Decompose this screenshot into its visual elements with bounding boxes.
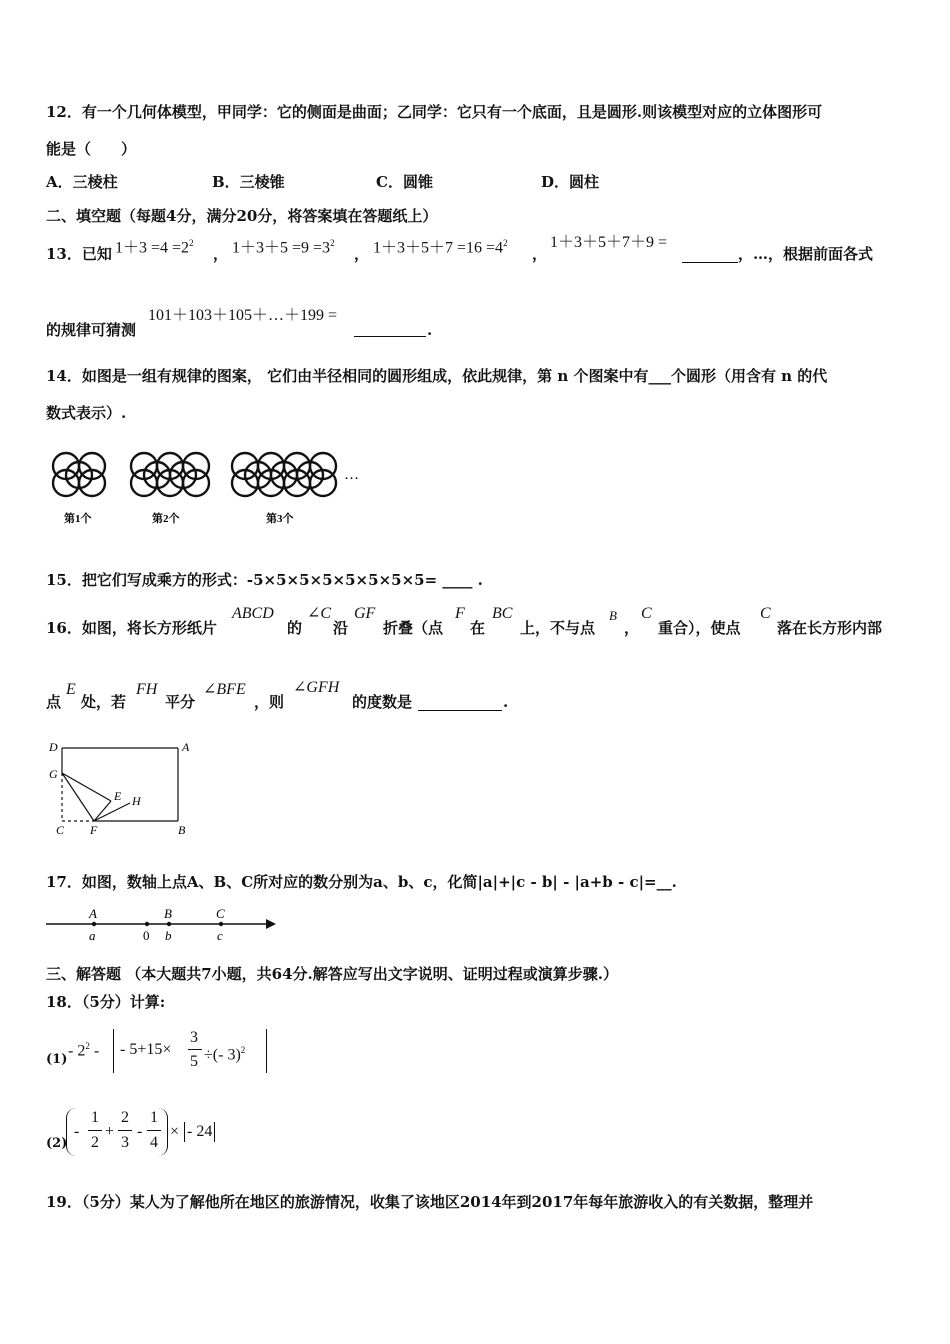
q18-part1-label: (1) <box>46 1052 68 1067</box>
q18-part2-times: × <box>170 1123 180 1140</box>
q12-option-d: D．圆柱 <box>541 173 600 191</box>
q18-part2-frac2-bar <box>118 1130 132 1131</box>
q13-answer-blank-1[interactable] <box>682 262 738 263</box>
point-c <box>219 922 223 926</box>
q18-part2-frac3-den: 4 <box>150 1134 158 1151</box>
q13-sum-expression: 101＋103＋105＋…＋199 = <box>148 307 338 324</box>
q18-part1-frac-bar <box>188 1049 202 1050</box>
q16-yan: 沿 <box>333 619 349 637</box>
q13-period: . <box>427 321 433 339</box>
q16-chonghe: 重合），使点 <box>658 619 741 637</box>
q18-part2-frac2-den: 3 <box>121 1134 129 1151</box>
q14-line2: 数式表示）. <box>46 404 127 422</box>
q18-part2-label: (2) <box>46 1136 68 1151</box>
label-b: b <box>165 928 172 943</box>
q13-eq2: $1+3+5 =9 =3^2$ <box>232 238 335 257</box>
q12-option-a: A．三棱柱 <box>46 173 118 191</box>
q16-ze: ，则 <box>254 693 285 711</box>
q16-num: 16．如图，将长方形纸片 <box>46 619 217 637</box>
label-d: D <box>49 740 58 754</box>
q16-dushu: 的度数是 <box>352 693 413 711</box>
q18-title: 18．（5分）计算: <box>46 993 166 1011</box>
q18-part2-abs: - 24 <box>184 1122 215 1142</box>
q18-part2-minus2: - <box>137 1123 143 1140</box>
q16-angle-gfh: ∠GFH <box>293 679 340 696</box>
q19-text: 19．（5分）某人为了解他所在地区的旅游情况，收集了该地区2014年到2017年每年旅游收入的有关数据，整理并 <box>46 1193 814 1211</box>
q18-part1-frac-num: 3 <box>190 1029 198 1046</box>
q18-part1-tail: ÷(- 3)$^2$ <box>204 1045 246 1064</box>
q16-gf: GF <box>354 605 376 622</box>
q12-option-b: B．三棱锥 <box>212 173 285 191</box>
q12-line2: 能是（ ） <box>46 140 137 158</box>
point-zero <box>145 922 149 926</box>
label-b: B <box>178 823 186 837</box>
section2-heading: 二、填空题（每题4分，满分20分，将答案填在答题纸上） <box>46 207 438 225</box>
q13-sep2: ， <box>354 245 370 263</box>
q16-rectangle-fold-figure <box>44 736 204 840</box>
q13-sep1: ， <box>213 245 229 263</box>
section3-heading: 三、解答题 （本大题共7小题，共64分.解答应写出文字说明、证明过程或演算步骤.） <box>46 965 618 983</box>
label-A: A <box>89 906 97 921</box>
q17-text: 17．如图，数轴上点A、B、C所对应的数分别为a、b、c，化简|a|+|c - b| - |a+b - c|=__. <box>46 873 677 891</box>
q12-option-c: C．圆锥 <box>376 173 433 191</box>
q16-c: C <box>641 605 652 622</box>
q18-part2-frac1-bar <box>88 1130 102 1131</box>
q18-part2-frac1-num: 1 <box>91 1109 99 1126</box>
label-h: H <box>132 794 141 808</box>
q18-part2-frac3-bar <box>147 1130 161 1131</box>
point-a <box>92 922 96 926</box>
q18-part2-minus: - <box>74 1123 80 1140</box>
q16-zai: 在 <box>470 619 486 637</box>
label-a: a <box>89 928 96 943</box>
q18-part2-frac2-num: 2 <box>121 1109 129 1126</box>
q18-part1-frac-den: 5 <box>190 1053 198 1070</box>
q16-pingfen: 平分 <box>165 693 196 711</box>
q14-label-1: 第1个 <box>64 513 92 525</box>
q13-eq3: $1+3+5+7 =16 =4^2$ <box>373 238 508 257</box>
q18-part1-neg-power: - $2^2$ - <box>68 1041 100 1060</box>
q14-ellipsis: … <box>344 467 359 483</box>
q16-luo: 落在长方形内部 <box>777 619 883 637</box>
q12-line1: 12．有一个几何体模型，甲同学：它的侧面是曲面；乙同学：它只有一个底面，且是圆形.则该模型对应的立体图形可 <box>46 103 823 121</box>
q16-f: F <box>455 605 465 622</box>
q13-suffix: ，…，根据前面各式 <box>738 245 874 263</box>
q16-c2: C <box>760 605 771 622</box>
label-zero: 0 <box>143 928 150 943</box>
q13-answer-blank-2[interactable] <box>354 336 426 337</box>
q14-line1: 14．如图是一组有规律的图案， 它们由半径相同的圆形组成，依此规律，第 n 个图案中有___个圆形（用含有 n 的代 <box>46 367 828 385</box>
q16-shang: 上，不与点 <box>520 619 596 637</box>
segment-fh <box>94 803 130 821</box>
q16-angle-bfe: ∠BFE <box>203 681 246 698</box>
q16-dian: 点 <box>46 693 62 711</box>
number-line-arrow <box>266 919 276 929</box>
q16-angle-c: ∠C <box>307 605 332 622</box>
q16-fold: 折叠（点 <box>383 619 444 637</box>
q16-answer-blank[interactable] <box>418 710 502 711</box>
q14-label-3: 第3个 <box>266 513 294 525</box>
q15-text: 15．把它们写成乘方的形式：-5×5×5×5×5×5×5×5= ____ . <box>46 571 483 589</box>
q16-bc: BC <box>492 605 513 622</box>
q16-fh: FH <box>136 681 158 698</box>
point-b <box>167 922 171 926</box>
q18-part2-frac1-den: 2 <box>91 1134 99 1151</box>
label-f: F <box>90 823 98 837</box>
q14-circle-pattern-figure <box>44 445 374 530</box>
label-c: c <box>217 928 223 943</box>
segment-ge <box>62 773 111 801</box>
q16-de: 的 <box>287 619 303 637</box>
label-g: G <box>49 767 58 781</box>
q13-eq1: $1+3 =4 =2^2$ <box>115 238 194 257</box>
fold-line-gf <box>62 773 94 821</box>
q17-number-line-figure <box>44 904 284 944</box>
q16-e: E <box>66 681 76 698</box>
q13-line2-prefix: 的规律可猜测 <box>46 321 137 339</box>
q16-comma: ， <box>624 619 640 637</box>
segment-fe <box>94 801 111 821</box>
label-c: C <box>56 823 65 837</box>
q14-label-2: 第2个 <box>152 513 180 525</box>
label-a: A <box>182 740 190 754</box>
q16-chu: 处，若 <box>81 693 127 711</box>
q18-part2-frac3-num: 1 <box>150 1109 158 1126</box>
label-B: B <box>164 906 172 921</box>
q16-b: B <box>609 608 617 623</box>
q16-abcd: ABCD <box>232 605 274 622</box>
label-C: C <box>216 906 225 921</box>
q13-eq4: 1＋3＋5＋7＋9 = <box>550 234 668 251</box>
q18-part2-plus: + <box>105 1123 115 1140</box>
q18-part1-inner: - 5+15× <box>120 1041 172 1058</box>
label-e: E <box>114 789 122 803</box>
q13-prefix: 13．已知 <box>46 245 112 263</box>
q13-sep3: ， <box>532 245 548 263</box>
q16-period: . <box>503 693 509 711</box>
